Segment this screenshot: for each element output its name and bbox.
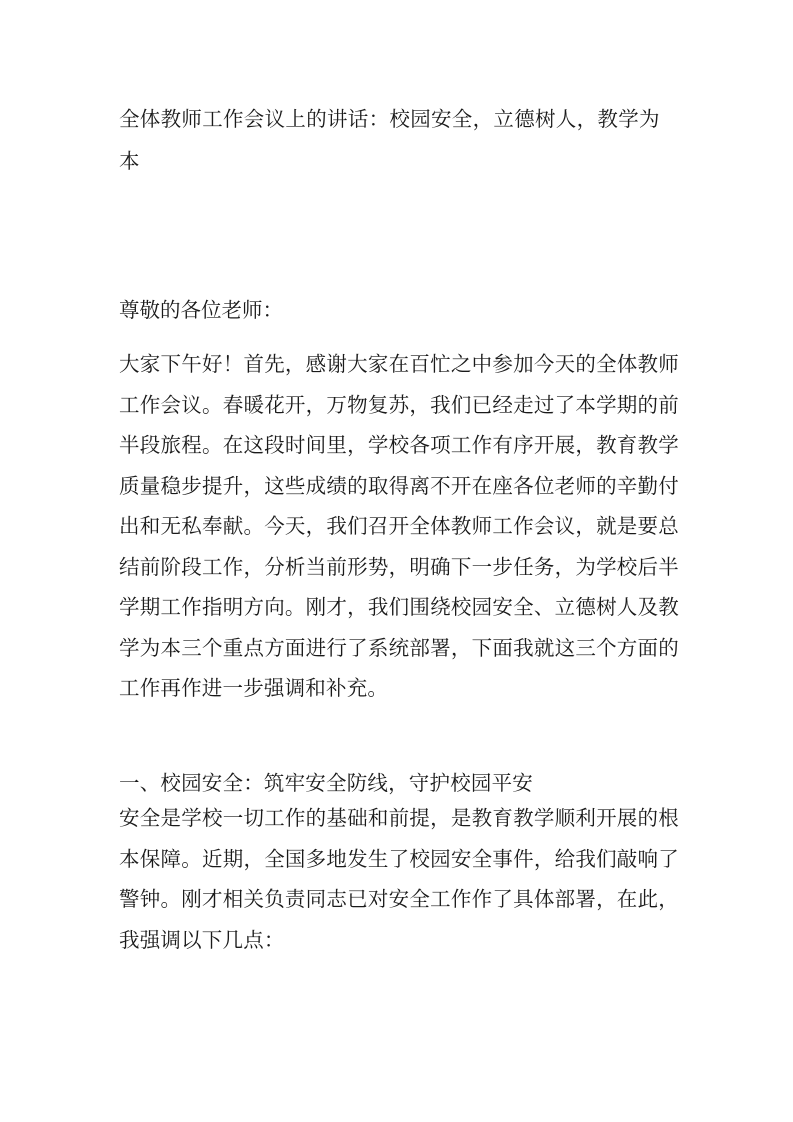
salutation: 尊敬的各位老师： — [119, 298, 283, 322]
intro-paragraph: 大家下午好！首先，感谢大家在百忙之中参加今天的全体教师工作会议。春暖花开，万物复苏，我们已经走过了本学期的前半段旅程。在这段时间里，学校各项工作有序开展，教育教学质量稳步提升，这些成绩的取得离不开在座各位老师的辛勤付出和无私奉献。今天，我们召开全体教师工作会议，就是要总结前阶段工作，分析当前形势，明确下一步任务，为学校后半学期工作指明方向。刚才，我们围绕校园安全、立德树人及教学为本三个重点方面进行了系统部署，下面我就这三个方面的工作再作进一步强调和补充。 — [119, 352, 679, 700]
campus-safety-paragraph: 安全是学校一切工作的基础和前提，是教育教学顺利开展的根本保障。近期，全国多地发生了校园安全事件，给我们敲响了警钟。刚才相关负责同志已对安全工作作了具体部署，在此，我强调以下几点： — [119, 806, 679, 952]
document-title: 全体教师工作会议上的讲话：校园安全，立德树人，教学为本 — [119, 107, 660, 173]
section-heading-campus-safety: 一、校园安全：筑牢安全防线，守护校园平安 — [119, 771, 533, 795]
